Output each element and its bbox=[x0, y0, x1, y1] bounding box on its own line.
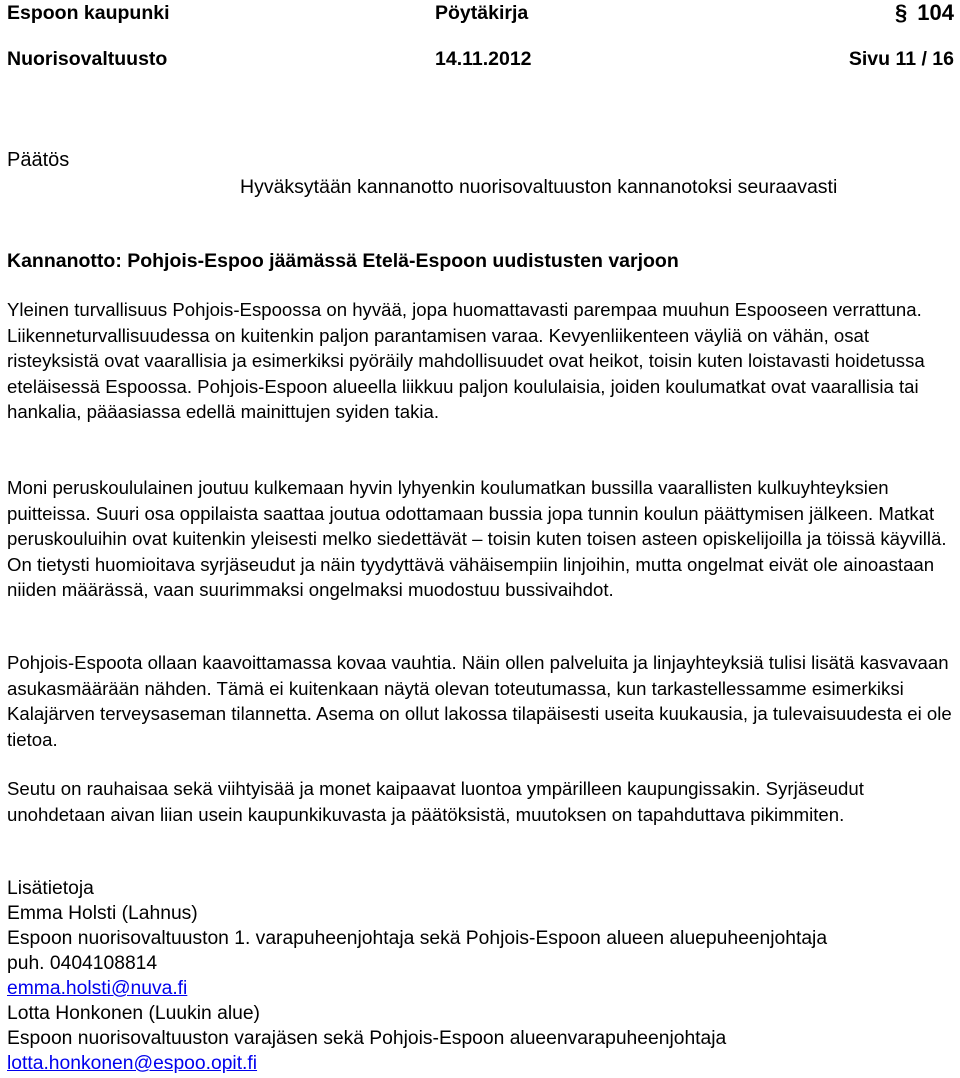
contact-heading: Lisätietoja bbox=[7, 878, 94, 899]
header-row-1 bbox=[7, 0, 954, 26]
page-indicator: Sivu 11 / 16 bbox=[848, 48, 954, 70]
statement-title: Kannanotto: Pohjois-Espoo jäämässä Etelä-Espoon uudistusten varjoon bbox=[7, 250, 679, 272]
statement-paragraph: Yleinen turvallisuus Pohjois-Espoossa on hyvää, jopa huomattavasti parempaa muuhun Espooseen verrattuna. Liikenneturvallisuudessa on kuitenkin paljon parantamisen varaa. Kevyenliikenteen väyliä on vähän, osat risteyksistä ovat vaarallisia ja esimerkiksi pyöräily mahdollisuudet ovat heikot, toisin kuten loistavasti hoidetussa eteläisessä Espoossa. Pohjois-Espoon alueella liikkuu paljon koululaisia, joiden koulumatkat ovat vaarallisia tai hankalia, pääasiassa edellä mainittujen syiden takia. bbox=[7, 299, 925, 422]
contact-info bbox=[7, 876, 954, 1076]
contact-role: Espoon nuorisovaltuuston 1. varapuheenjohtaja sekä Pohjois-Espoon alueen aluepuheenjohtaja bbox=[7, 928, 828, 949]
decision-label: Päätös bbox=[7, 149, 70, 171]
contact-name: Lotta Honkonen (Luukin alue) bbox=[7, 1003, 260, 1024]
section-number-value: 104 bbox=[917, 0, 954, 25]
city-name: Espoon kaupunki bbox=[7, 2, 170, 24]
contact-name: Emma Holsti (Lahnus) bbox=[7, 903, 198, 924]
section-number bbox=[895, 0, 954, 26]
document-type: Pöytäkirja bbox=[435, 2, 529, 24]
statement-paragraph: Moni peruskoululainen joutuu kulkemaan hyvin lyhyenkin koulumatkan bussilla vaarallisten kulkuyhteyksien puitteissa. Suuri osa oppilaista saattaa joutua odottamaan bussia jopa tunnin koulun päättymisen jälkeen. Matkat peruskouluihin ovat kuitenkin yleisesti melko siedettävät – toisin kuten toisen asteen opiskelijoilla ja töissä käyvillä. On tietysti huomioitava syrjäseudut ja näin tyydyttävä vähäisempiin linjoihin, mutta ongelmat eivät ole ainoastaan niiden määrässä, vaan suurimmaksi ongelmaksi muodostuu bussivaihdot. bbox=[7, 477, 947, 600]
decision-text: Hyväksytään kannanotto nuorisovaltuuston kannanotoksi seuraavasti bbox=[240, 176, 838, 198]
section-sign: § bbox=[895, 0, 908, 25]
organ-name: Nuorisovaltuusto bbox=[7, 48, 168, 70]
contact-phone: puh. 0404108814 bbox=[7, 953, 158, 974]
meeting-date: 14.11.2012 bbox=[435, 48, 532, 70]
header-row-2 bbox=[7, 46, 954, 72]
contact-email-link[interactable]: lotta.honkonen@espoo.opit.fi bbox=[7, 1053, 258, 1074]
statement-paragraph: Pohjois-Espoota ollaan kaavoittamassa kovaa vauhtia. Näin ollen palveluita ja linjayhteyksiä tulisi lisätä kasvavaan asukasmäärään nähden. Tämä ei kuitenkaan näytä olevan toteutumassa, kun tarkastellessamme esimerkiksi Kalajärven terveysaseman tilannetta. Asema on ollut lakossa tilapäisesti useita kuukausia, ja tulevaisuudesta ei ole tietoa. bbox=[7, 652, 952, 750]
statement-paragraph: Seutu on rauhaisaa sekä viihtyisää ja monet kaipaavat luontoa ympärilleen kaupungissakin. Syrjäseudut unohdetaan aivan liian usein kaupunkikuvasta ja päätöksistä, muutoksen on tapahduttava pikimmiten. bbox=[7, 778, 864, 825]
contact-email-link[interactable]: emma.holsti@nuva.fi bbox=[7, 978, 188, 999]
contact-role: Espoon nuorisovaltuuston varajäsen sekä Pohjois-Espoon alueenvarapuheenjohtaja bbox=[7, 1028, 727, 1049]
